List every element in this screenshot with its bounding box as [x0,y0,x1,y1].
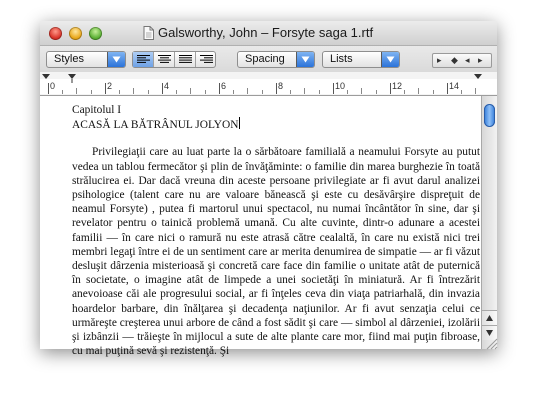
ruler-number: 10 [335,81,346,91]
lists-popup[interactable] [322,51,400,68]
chevron-down-icon [107,52,125,67]
chapter-heading: Capitolul I [72,104,122,116]
scroll-up-button[interactable] [482,310,497,325]
zoom-button[interactable] [89,27,102,40]
right-tab-icon[interactable]: ▸ [437,55,442,65]
ruler[interactable] [40,72,497,96]
center-tab-icon[interactable]: ▸ [478,55,483,65]
chevron-down-icon [381,52,399,67]
document-body[interactable] [72,103,480,358]
scroll-thumb[interactable] [484,104,495,127]
scroll-down-button[interactable] [482,325,497,340]
resize-grip-icon[interactable] [482,339,497,349]
alignment-control [132,51,216,68]
align-justify-button[interactable] [175,52,196,67]
window-title: Galsworthy, John – Forsyte saga 1.rtf [158,25,374,40]
ruler-number: 14 [449,81,460,91]
ruler-number: 4 [164,81,170,91]
spacing-popup-label: Spacing [245,53,285,65]
close-button[interactable] [49,27,62,40]
decimal-tab-icon[interactable]: ◆ [451,55,458,65]
arrow-up-icon [486,315,493,321]
align-left-icon [137,55,150,64]
ruler-number: 6 [221,81,227,91]
ruler-number: 12 [392,81,403,91]
align-justify-icon [179,55,192,64]
ruler-number: 2 [107,81,113,91]
title-bar[interactable] [40,21,497,46]
document-icon[interactable] [143,26,154,40]
minimize-button[interactable] [69,27,82,40]
chapter-title-line [72,117,480,132]
document-text-area[interactable] [40,96,481,358]
left-tab-icon[interactable]: ◂ [465,55,470,65]
align-center-icon [158,55,171,64]
format-bar [40,46,497,72]
styles-popup[interactable] [46,51,126,68]
tab-stops-palette[interactable] [432,53,492,68]
arrow-down-icon [486,330,493,336]
text-editor-window [40,21,497,358]
text-cursor [239,117,240,129]
chapter-title: ACASĂ LA BĂTRÂNUL JOLYON [72,119,239,132]
align-right-icon [200,55,213,64]
ruler-number: 8 [278,81,284,91]
vertical-scrollbar[interactable] [481,96,497,349]
align-center-button[interactable] [154,52,175,67]
styles-popup-label: Styles [54,53,84,65]
spacing-popup[interactable] [237,51,315,68]
ruler-number: 0 [50,81,56,91]
align-right-button[interactable] [196,52,217,67]
chevron-down-icon [296,52,314,67]
paragraph: Privilegiaţii care au luat parte la o sărbătoare familială a neamului Forsyte au putut vedea un tablou fermecător şi plin de învăţăminte: o familie din marea burghezie în toată strălucirea ei. Dar dacă vreuna din aceste persoane privilegiate ar fi avut darul analizei psihologice (talent care nu are valoare bănească şi este cu desăvârşire dispreţuit de neamul Forsyte) , putea fi martorul unui spectacol, nu numai încântător în sine, dar şi revelator pentru o tainică problemă umană. Cu alte cuvinte, dintr-o adunare a acestei familii — în care nici o ramură nu este atrasă către cealaltă, în care nu există nici trei membri legaţi între ei de un sentiment care ar merita denumirea de simpatie — ar fi văzut desluşit dârzenia misterioasă şi concretă care face din familie o unitate atât de puternică în societate, o imagine atât de limpede a unei societăţi în miniatură. Ar fi întrezărit anevoioase căi ale progresului social, ar fi înţeles ceva din viaţa patriarhală, din invazia hoardelor barbare, din înălţarea şi decadenţa naţiunilor. Ar fi avut senzaţia celui ce urmăreşte creşterea unui arbore de când a fost sădit şi care — simbol al dârzeniei, izolării şi izbânzii — trăieşte în mijlocul a sute de alte plante care mor, fiind mai puţin fibroase, cu mai puţină sevă şi rezistenţă. Şi [72,146,480,358]
lists-popup-label: Lists [330,53,353,65]
align-left-button[interactable] [133,52,154,67]
